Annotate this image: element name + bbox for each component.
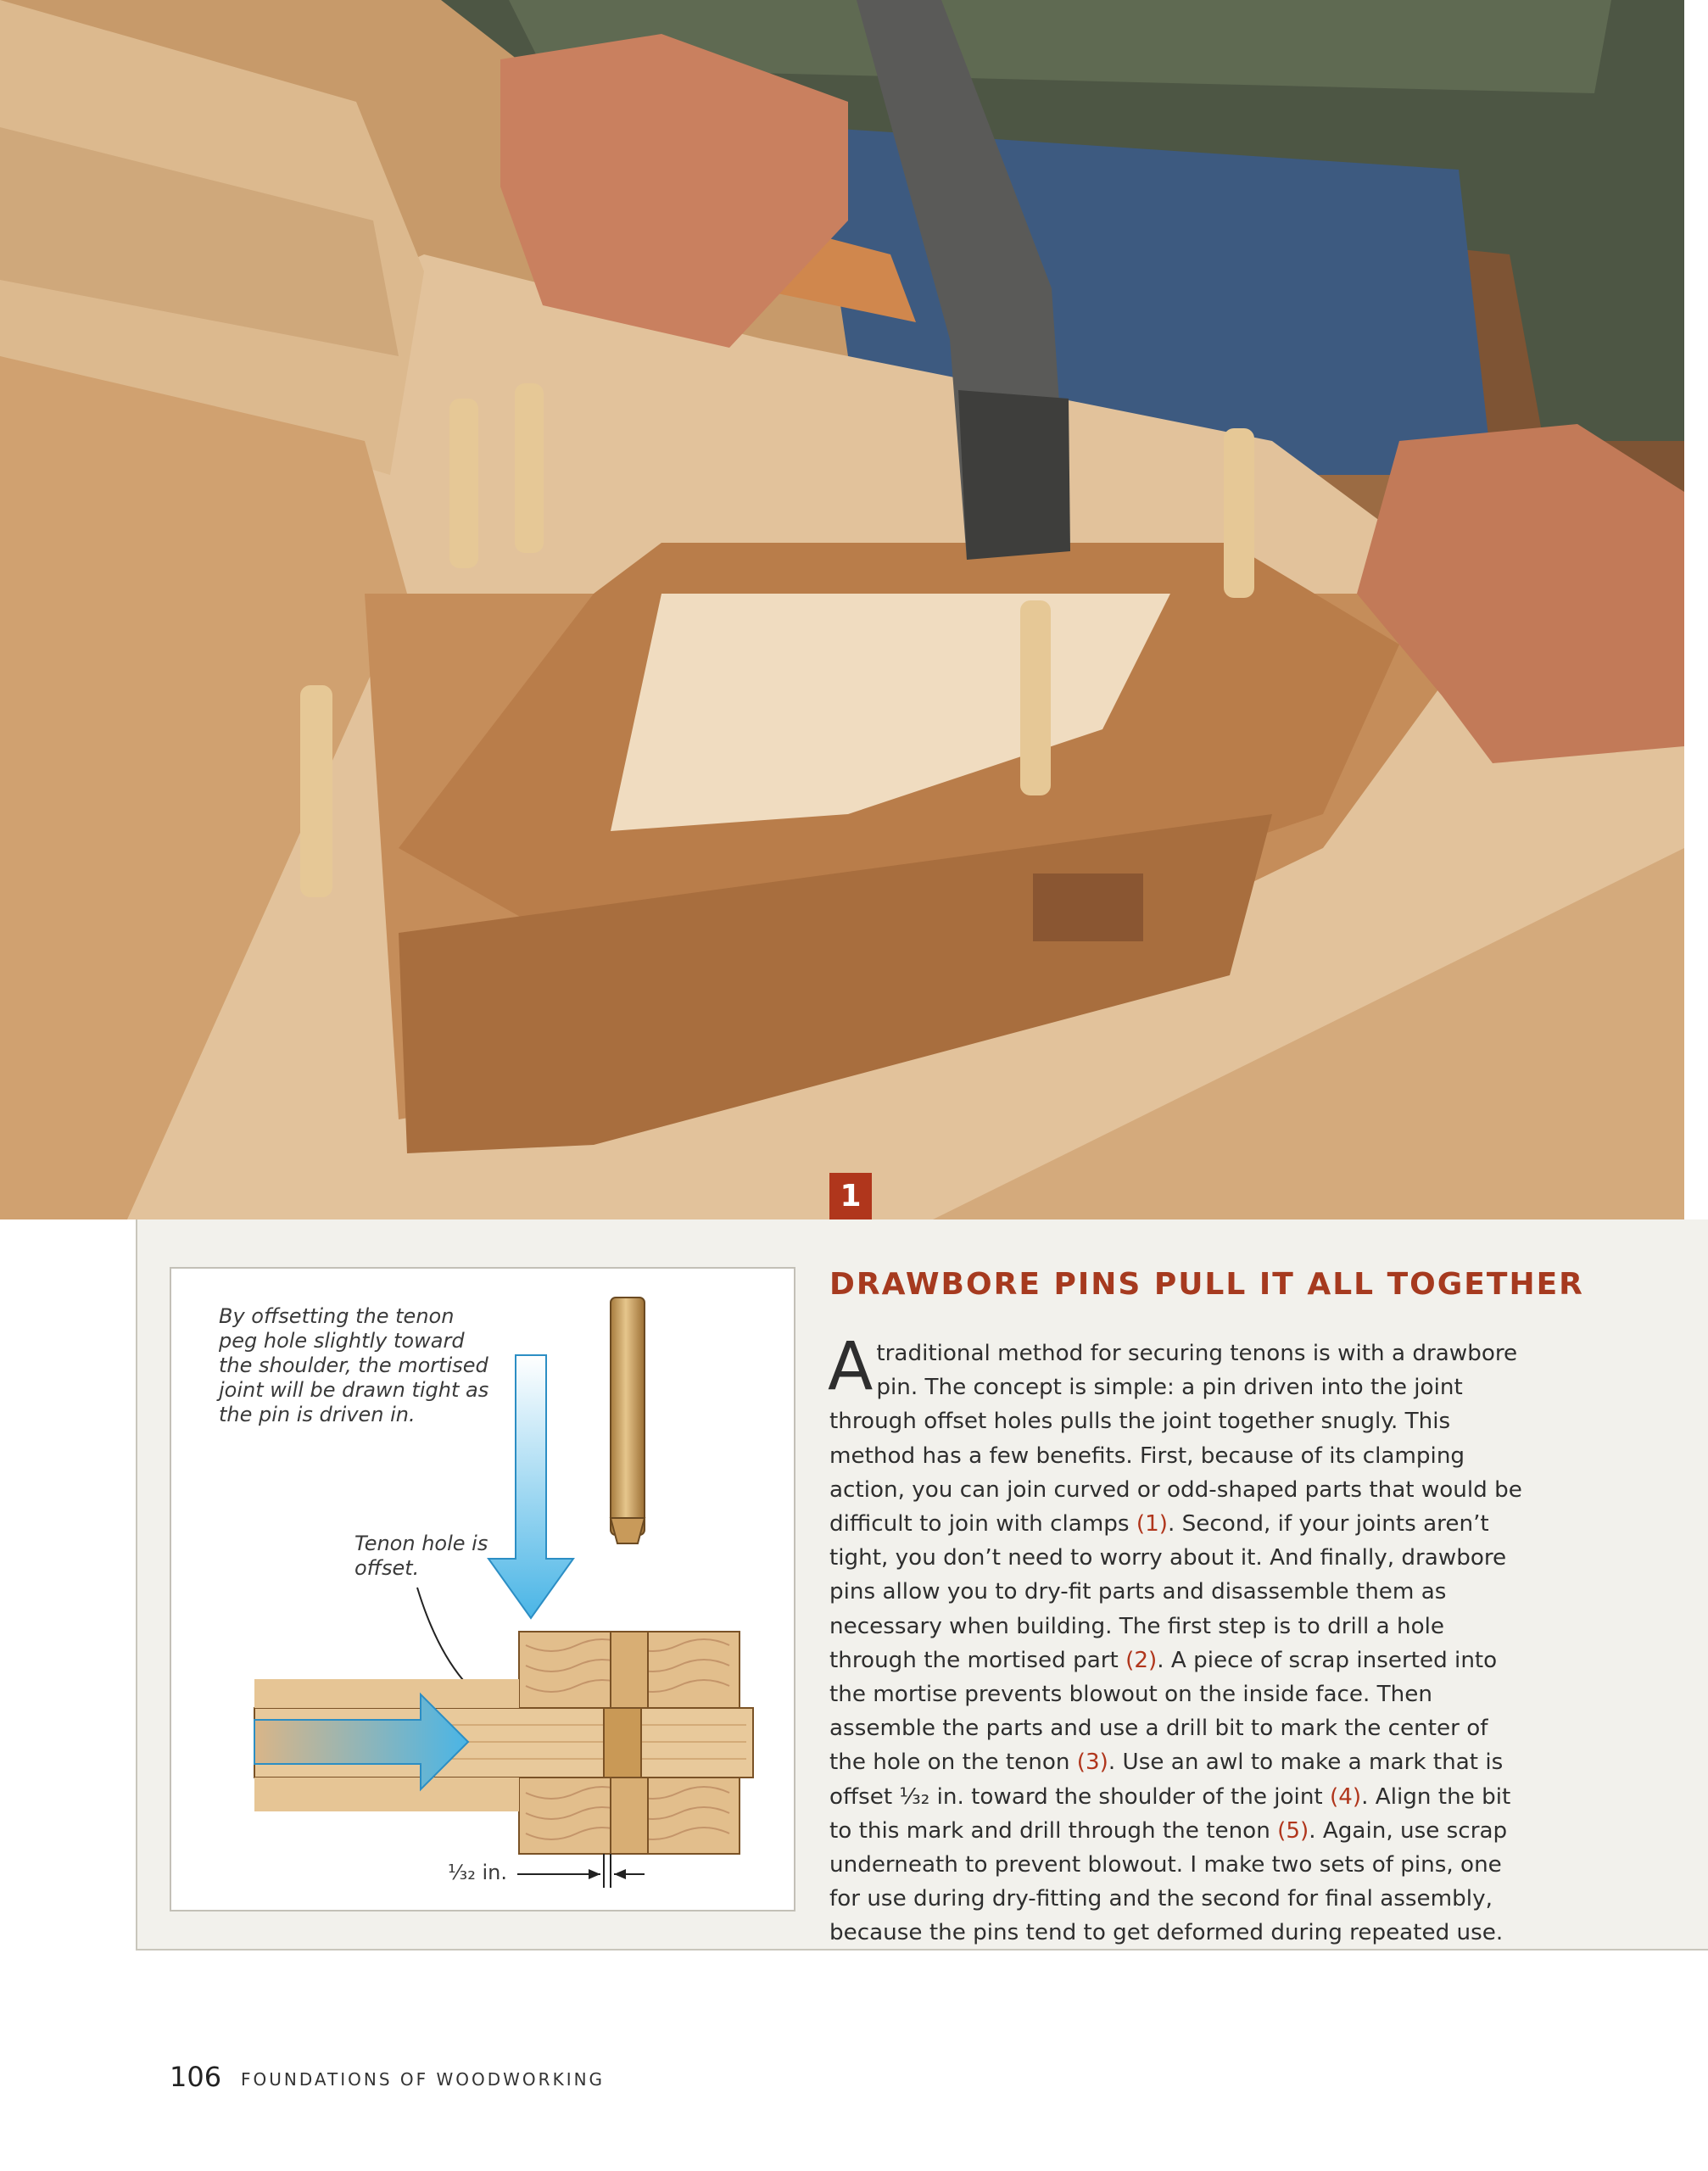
page-number: 106 — [170, 2061, 222, 2093]
photo-reference: (2) — [1125, 1647, 1158, 1673]
body-text-segment: . Second, if your joints aren’t tight, you don’t need to worry about it. And finally, drawbore pins allow you to dry-fit parts and disassemble them as necessary when building. The first step is to drill a hole through the mortised part — [829, 1511, 1507, 1673]
body-text-segment: . A piece of scrap inserted into the mortise prevents blowout on the inside face. Then assemble the parts and use a drill bit to mark the center of the hole on the tenon — [829, 1647, 1498, 1776]
pin-drawing — [611, 1298, 645, 1535]
photo-reference: (1) — [1136, 1511, 1169, 1538]
diagram-callout-tenon-hole: Tenon hole is offset. — [354, 1532, 488, 1580]
photo-reference: (3) — [1076, 1750, 1108, 1776]
body-text-segment: . Again, use scrap underneath to prevent blowout. I make two sets of pins, one for use during dry-fitting and the second for final assembly, because the pins tend to get deformed during repeated use. — [829, 1817, 1508, 1946]
article-headline: DRAWBORE PINS PULL IT ALL TOGETHER — [829, 1267, 1584, 1302]
photo-reference: (4) — [1330, 1783, 1362, 1810]
photo-number-badge: 1 — [829, 1173, 872, 1219]
body-text-segment: . Align the bit to this mark and drill through the tenon — [829, 1783, 1511, 1844]
article-body-text — [828, 1329, 1522, 1946]
dimension-label: ¹⁄₃₂ in. — [448, 1861, 508, 1884]
diagram-caption: By offsetting the tenon peg hole slightly toward the shoulder, the mortised joint will be drawn tight as the pin is driven in. — [219, 1304, 489, 1426]
article-body — [828, 1329, 1527, 1951]
body-text-segment: . Use an awl to make a mark that is offset ¹⁄₃₂ in. toward the shoulder of the joint — [829, 1750, 1504, 1810]
drop-cap: A — [828, 1329, 874, 1405]
running-footer-title: FOUNDATIONS OF WOODWORKING — [241, 2069, 606, 2090]
photo-reference: (5) — [1277, 1817, 1309, 1844]
body-text-segment: traditional method for securing tenons is with a drawbore pin. The concept is simple: a pin driven into the joint through offset holes pulls the joint together snugly. This method has a few benefits. First, because of its clamping action, you can join curved or odd-shaped parts that would be difficult to join with clamps — [829, 1341, 1522, 1538]
